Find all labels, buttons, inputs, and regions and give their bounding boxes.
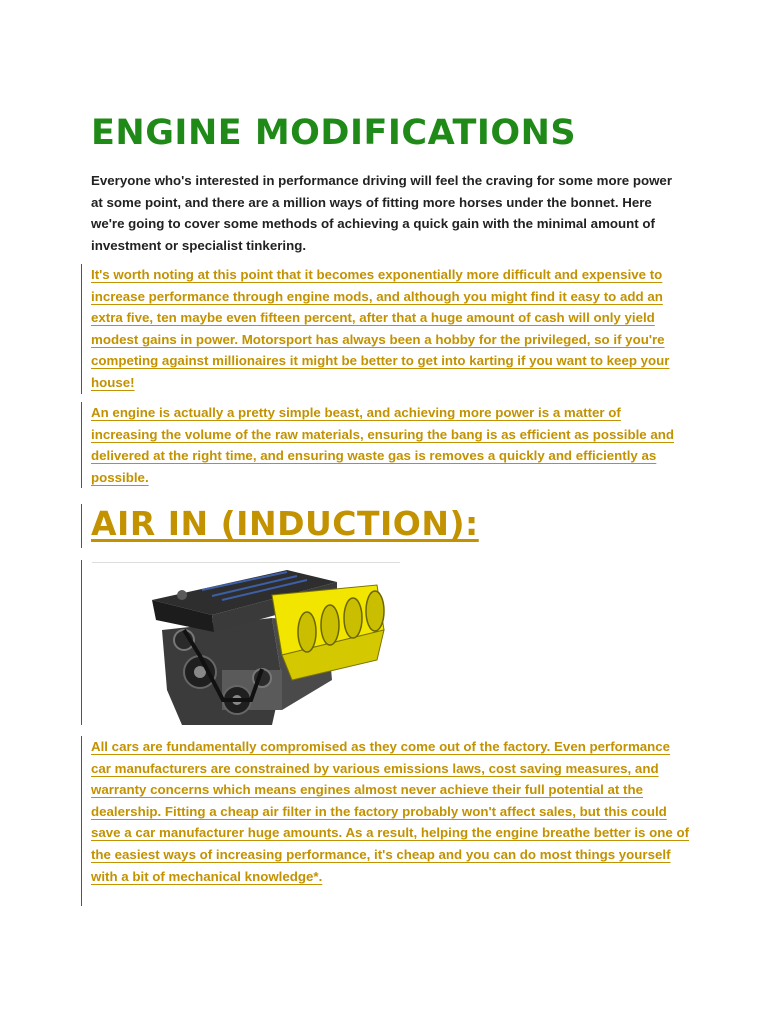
induction-heading[interactable]: AIR IN (INDUCTION): [91,504,479,543]
cost-warning-link[interactable]: It's worth noting at this point that it becomes exponentially more difficult and expensive to increase performance through engine mods, and although you might find it easy to add an extra five, ten maybe even fifteen percent, after that a huge amount of cash will only yield modest gains in power. Motorsport has always been a hobby for the privileged, so if you're competing against millionaires it might be better to get into karting if you want to keep your house! [91,267,670,390]
engine-illustration [122,560,402,725]
intro-paragraph: Everyone who's interested in performance driving will feel the craving for some more power at some point, and there are a million ways of fitting more horses under the bonnet. Here we're going to cover some methods of achieving a quick gain with the minimal amount of investment or specialist tinkering. [91,173,672,253]
cost-warning-block [81,264,691,394]
page-title: ENGINE MODIFICATIONS [91,113,577,153]
engine-figure [81,560,402,725]
engine-basics-link[interactable]: An engine is actually a pretty simple beast, and achieving more power is a matter of increasing the volume of the raw materials, ensuring the bang is as efficient as possible and delivered at the right time, and ensuring waste gas is removes a quickly and efficiently as possible. [91,405,675,485]
induction-block [81,736,691,906]
intake-manifold [272,585,384,680]
induction-link[interactable]: All cars are fundamentally compromised as they come out of the factory. Even performance car manufacturers are constrained by various emissions laws, cost saving measures, and warranty concerns which means engines almost never achieve their full potential at the dealership. Fitting a cheap air filter in the factory probably won't affect sales, but this could save a car manufacturer huge amounts. As a result, helping the engine breathe better is one of the easiest ways of increasing performance, it's cheap and you can do most things yourself with a bit of mechanical knowledge*. [91,739,690,884]
engine-basics-block [81,402,691,488]
induction-heading-block [81,504,479,548]
